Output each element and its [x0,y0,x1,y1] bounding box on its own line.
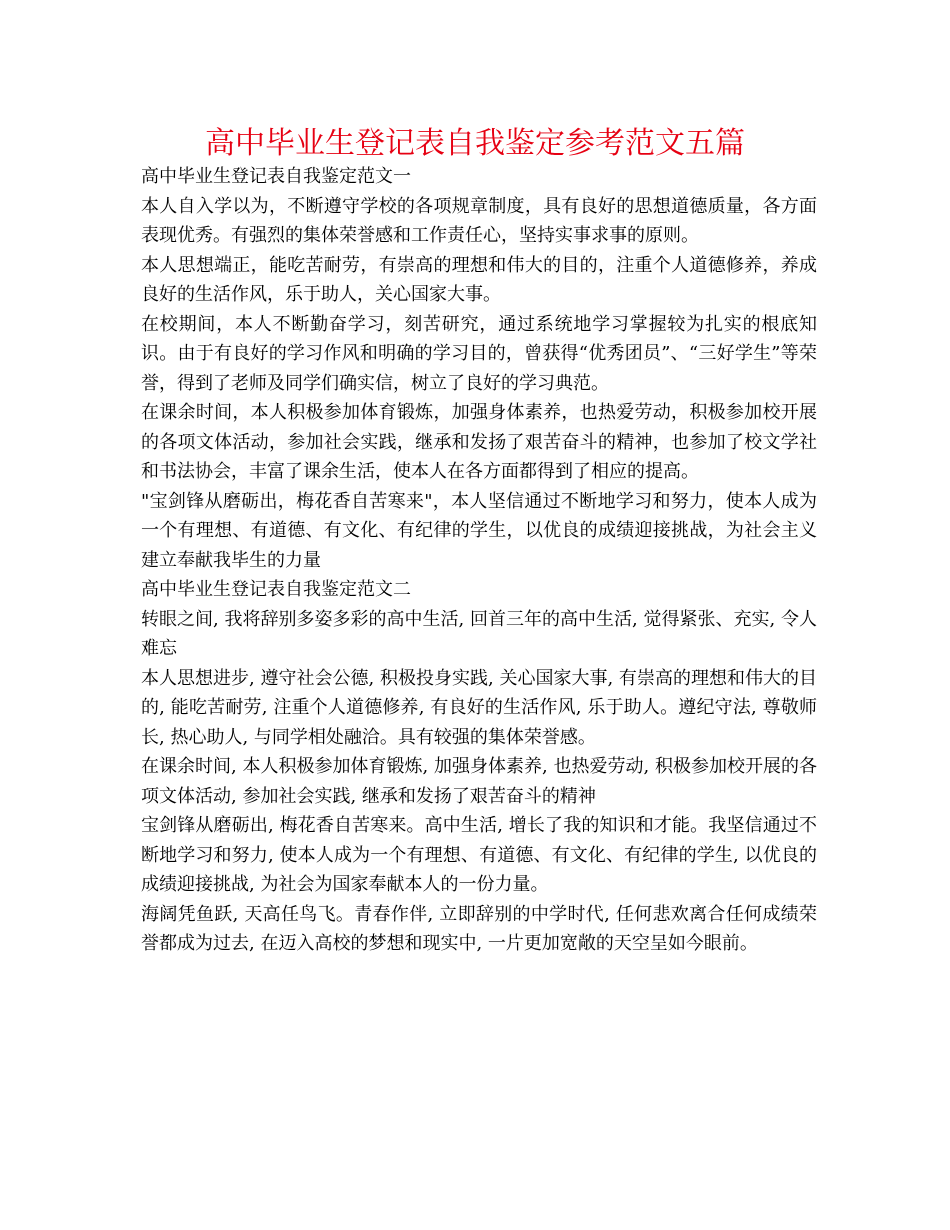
paragraph: 本人思想进步, 遵守社会公德, 积极投身实践, 关心国家大事, 有崇高的理想和伟大的目的, 能吃苦耐劳, 注重个人道德修养, 有良好的生活作风, 乐于助人。遵纪守法, 尊敬师长, 热心助人, 与同学相处融洽。具有较强的集体荣誉感。 [141,667,817,748]
paragraph: 宝剑锋从磨砺出, 梅花香自苦寒来。高中生活, 增长了我的知识和才能。我坚信通过不断地学习和努力, 使本人成为一个有理想、有道德、有文化、有纪律的学生, 以优良的成绩迎接挑战, 为社会为国家奉献本人的一份力量。 [141,815,817,895]
document-body [141,162,817,959]
document-title: 高中毕业生登记表自我鉴定参考范文五篇 [205,126,745,161]
paragraph: 在课余时间，本人积极参加体育锻炼，加强身体素养，也热爱劳动，积极参加校开展的各项文体活动，参加社会实践，继承和发扬了艰苦奋斗的精神，也参加了校文学社和书法协会，丰富了课余生活，使本人在各方面都得到了相应的提高。 [141,402,817,482]
paragraph: 本人思想端正，能吃苦耐劳，有崇高的理想和伟大的目的，注重个人道德修养，养成良好的生活作风，乐于助人，关心国家大事。 [141,254,817,305]
paragraph: 转眼之间, 我将辞别多姿多彩的高中生活, 回首三年的高中生活, 觉得紧张、充实, 令人难忘 [141,608,817,659]
paragraph: "宝剑锋从磨砺出，梅花香自苦寒来"，本人坚信通过不断地学习和努力，使本人成为一个有理想、有道德、有文化、有纪律的学生，以优良的成绩迎接挑战，为社会主义建立奉献我毕生的力量 [141,490,817,571]
section-heading-1: 高中毕业生登记表自我鉴定范文一 [141,166,411,187]
section-heading-2: 高中毕业生登记表自我鉴定范文二 [141,579,411,600]
paragraph: 本人自入学以为，不断遵守学校的各项规章制度，具有良好的思想道德质量，各方面表现优秀。有强烈的集体荣誉感和工作责任心，坚持实事求事的原则。 [141,195,817,246]
paragraph: 在课余时间, 本人积极参加体育锻炼, 加强身体素养, 也热爱劳动, 积极参加校开展的各项文体活动, 参加社会实践, 继承和发扬了艰苦奋斗的精神 [141,756,817,807]
paragraph: 海阔凭鱼跃, 天高任鸟飞。青春作伴, 立即辞别的中学时代, 任何悲欢离合任何成绩荣誉都成为过去, 在迈入高校的梦想和现实中, 一片更加宽敞的天空呈如今眼前。 [141,903,817,954]
paragraph: 在校期间，本人不断勤奋学习，刻苦研究，通过系统地学习掌握较为扎实的根底知识。由于有良好的学习作风和明确的学习目的，曾获得“优秀团员”、“三好学生”等荣誉，得到了老师及同学们确实信，树立了良好的学习典范。 [141,313,817,394]
